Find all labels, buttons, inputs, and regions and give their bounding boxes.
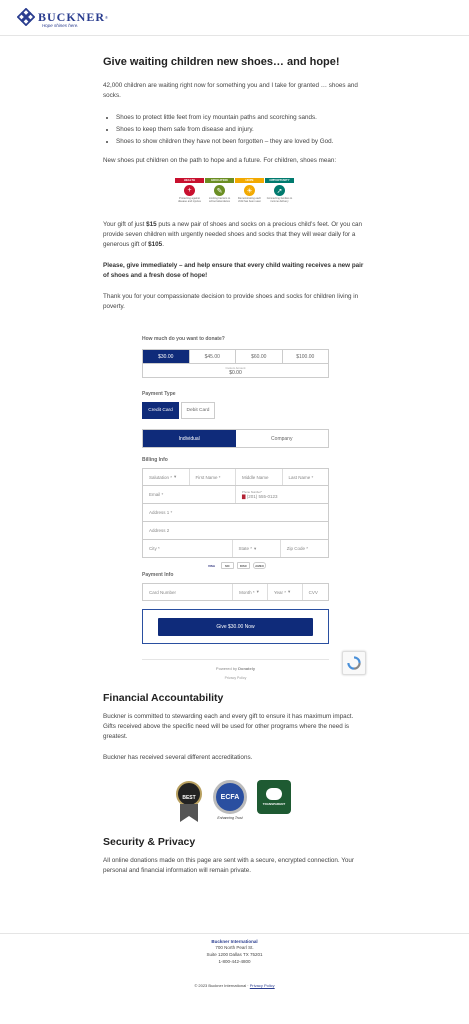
contact-row xyxy=(142,486,329,504)
best-badge xyxy=(175,780,203,835)
form-divider xyxy=(142,659,329,660)
payment-type-options xyxy=(142,402,329,419)
last-name-field[interactable]: Last Name * xyxy=(288,474,314,480)
impact-text: Protecting against disease and injuries xyxy=(178,197,201,204)
recaptcha-icon xyxy=(347,656,361,670)
gift-text xyxy=(103,220,365,250)
gift-mid: puts a new pair of shoes and socks on a precious child’s feet. Or you can provide seven children with urgently needed shoes and socks that they will wear daily for a generous gift of xyxy=(103,221,363,248)
salutation-label: Salutation * xyxy=(149,474,173,480)
donately-link[interactable]: Donately xyxy=(238,666,256,671)
brand-name: BUCKNER xyxy=(38,9,106,24)
ecfa-label: ECFA xyxy=(220,793,240,801)
accreditation-badges xyxy=(175,780,291,835)
custom-amount-input[interactable] xyxy=(142,364,329,378)
impact-text: Demonstrating each child has been seen xyxy=(237,197,262,204)
site-header xyxy=(0,0,469,36)
footer-address-2: Suite 1200 Dallas TX 75201 xyxy=(206,952,263,957)
education-icon: ✎ xyxy=(214,185,225,196)
impact-label: EDUCATION xyxy=(205,178,234,183)
chevron-down-icon: ▾ xyxy=(287,589,291,594)
phone-label: Phone Number* xyxy=(242,489,262,494)
month-select[interactable] xyxy=(233,584,268,600)
tab-company[interactable]: Company xyxy=(271,435,293,442)
copyright-text: © 2023 Buckner International · xyxy=(194,983,250,988)
address1-field[interactable]: Address 1 * xyxy=(149,510,173,515)
chevron-down-icon: ▾ xyxy=(254,545,257,551)
card-row xyxy=(142,583,329,601)
impact-opportunity xyxy=(265,178,294,203)
list-item: • Shoes to protect little feet from icy mountain paths and scorching sands. xyxy=(116,112,365,124)
impact-label: HOPE xyxy=(235,178,264,183)
address2-field[interactable]: Address 2 xyxy=(149,528,170,533)
ecfa-seal-icon xyxy=(213,780,247,814)
salutation-select[interactable] xyxy=(143,469,190,485)
billing-info-label: Billing Info xyxy=(142,457,168,463)
transparent-label: TRANSPARENT xyxy=(262,802,286,806)
year-select[interactable] xyxy=(268,584,303,600)
ecfa-tagline: Enhancing Trust xyxy=(217,816,243,820)
accountability-title: Financial Accountability xyxy=(103,692,224,704)
site-footer xyxy=(0,933,469,988)
first-name-field[interactable]: First Name * xyxy=(190,469,237,485)
address1-row xyxy=(142,504,329,522)
donor-type-tabs xyxy=(142,429,329,448)
gift-pre: Your gift of just xyxy=(103,221,147,228)
footer-privacy-link[interactable]: Privacy Policy xyxy=(249,983,275,988)
accountability-text: Buckner is committed to stewarding each and every gift to ensure it has maximum impact. Gifts received above the specific need will be used for other programs where the need is greatest. xyxy=(103,713,354,740)
payment-type-label: Payment Type xyxy=(142,391,176,397)
impact-label: HEALTH xyxy=(175,178,204,183)
powered-by-text: Powered by xyxy=(215,666,239,671)
impact-text: Connecting families to income delivery xyxy=(266,197,293,204)
footer-org: Buckner International xyxy=(211,939,258,944)
city-field[interactable]: City * xyxy=(143,540,233,557)
accountability-section xyxy=(103,692,365,763)
urgent-text: Please, give immediately – and help ensure that every child waiting receives a new pair of shoes and a fresh dose of hope! xyxy=(103,262,364,279)
amex-icon: AMEX xyxy=(253,562,266,569)
impact-label: OPPORTUNITY xyxy=(265,178,294,183)
gift-end: . xyxy=(162,241,164,248)
ecfa-badge xyxy=(213,780,247,820)
impact-health xyxy=(175,178,204,203)
thanks-text: Thank you for your compassionate decision to provide shoes and socks for children living in poverty. xyxy=(103,293,359,310)
amount-100-button[interactable]: $100.00 xyxy=(296,353,315,360)
custom-amount-value: $0.00 xyxy=(229,370,242,376)
phone-row xyxy=(242,494,278,500)
page-title: Give waiting children new shoes… and hope! xyxy=(103,56,340,68)
visa-icon: VISA xyxy=(207,563,215,568)
amount-30-button[interactable]: $30.00 xyxy=(143,350,190,363)
form-privacy-link[interactable]: Privacy Policy xyxy=(224,676,247,680)
benefit-list xyxy=(103,112,365,148)
hope-icon: ☀ xyxy=(244,185,255,196)
security-text: All online donations made on this page are sent with a secure, encrypted connection. Your personal and financial information will remain private. xyxy=(103,857,354,874)
month-label: Month * xyxy=(239,589,255,595)
give-now-button[interactable]: Give $30.00 Now xyxy=(158,618,313,636)
list-item: • Shoes to keep them safe from disease and injury. xyxy=(116,124,365,136)
city-row xyxy=(142,540,329,558)
phone-placeholder: (201) 555-0123 xyxy=(246,493,278,499)
amount-question: How much do you want to donate? xyxy=(142,336,225,342)
footer-phone[interactable]: 1-800-442-4800 xyxy=(218,959,251,964)
article xyxy=(103,56,365,166)
security-section xyxy=(103,836,365,876)
means-lead: New shoes put children on the path to hope and a future. For children, shoes mean: xyxy=(103,157,337,164)
brand-tagline: Hope shines here. xyxy=(42,23,79,28)
amount-60-button[interactable]: $60.00 xyxy=(236,350,283,363)
cvv-field[interactable]: CVV xyxy=(308,589,318,595)
chevron-down-icon: ▾ xyxy=(256,589,259,594)
debit-card-button[interactable]: Debit Card xyxy=(181,402,215,419)
transparent-seal-icon xyxy=(266,788,282,800)
us-flag-icon: ▇ xyxy=(242,493,246,499)
security-title: Security & Privacy xyxy=(103,836,196,848)
state-label: State * xyxy=(238,546,253,551)
impact-education xyxy=(205,178,234,203)
transparent-badge xyxy=(257,780,291,814)
card-brands xyxy=(142,562,329,569)
health-icon: + xyxy=(184,185,195,196)
payment-info-label: Payment Info xyxy=(142,572,174,578)
intro-text: 42,000 children are waiting right now for something you and I take for granted … shoes and socks. xyxy=(103,82,358,99)
discover-icon: DISC xyxy=(237,562,250,569)
custom-amount-label: Custom Amount xyxy=(225,366,246,370)
year-label: Year * xyxy=(273,589,286,595)
accreditations-text: Buckner has received several different accreditations. xyxy=(103,754,253,761)
credit-card-button[interactable]: Credit Card xyxy=(142,402,179,419)
amount-options xyxy=(142,349,329,364)
address2-row xyxy=(142,522,329,540)
brand-reg: ® xyxy=(105,14,108,20)
mastercard-icon: MC xyxy=(221,562,234,569)
impact-text: Limiting barriers to school attendance xyxy=(208,197,231,204)
gift-amount-2: $105 xyxy=(148,241,163,248)
phone-field[interactable] xyxy=(236,486,328,503)
impact-hope xyxy=(235,178,264,203)
opportunity-icon: ➚ xyxy=(274,185,285,196)
zip-field[interactable]: Zip Code * xyxy=(286,546,309,551)
powered-by xyxy=(142,666,329,671)
footer-address-1: 700 North Pearl St. xyxy=(215,945,254,950)
card-number-field[interactable]: Card Number xyxy=(143,584,233,600)
footer-copyright xyxy=(0,983,469,988)
give-button-container xyxy=(142,609,329,644)
state-select[interactable] xyxy=(233,540,281,557)
amount-45-button[interactable]: $45.00 xyxy=(190,350,237,363)
gift-amount: $15 xyxy=(146,221,157,228)
best-label: BEST xyxy=(182,795,196,801)
recaptcha-badge[interactable] xyxy=(342,651,366,675)
name-row xyxy=(142,468,329,486)
tab-individual[interactable]: Individual xyxy=(143,430,236,447)
email-field[interactable]: Email * xyxy=(143,486,236,503)
list-item: • Shoes to show children they have not been forgotten – they are loved by God. xyxy=(116,136,365,148)
chevron-down-icon: ▾ xyxy=(174,474,177,479)
best-seal-icon xyxy=(175,780,203,824)
middle-name-field[interactable]: Middle Name xyxy=(236,469,283,485)
buckner-logo-icon xyxy=(17,8,35,26)
donation-form xyxy=(142,336,329,680)
appeal-section xyxy=(103,220,365,312)
impact-graphic xyxy=(175,178,294,203)
